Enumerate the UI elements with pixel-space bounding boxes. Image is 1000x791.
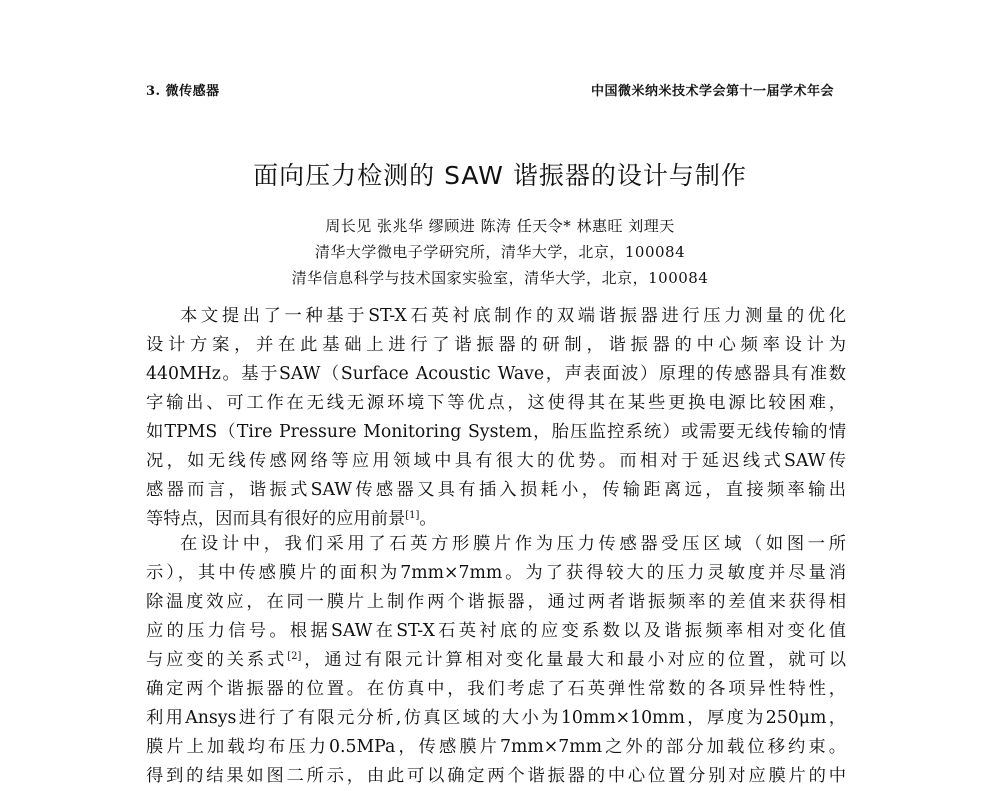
running-header-section: 3. 微传感器 [146, 84, 220, 99]
body-paragraph-2 [146, 530, 846, 791]
paragraph-text: 与应变的关系式 [146, 650, 288, 670]
paragraph-text: 。 [419, 509, 437, 529]
paragraph-line: 除温度效应，在同一膜片上制作两个谐振器，通过两者谐振频率的差值来获得相 [146, 592, 846, 612]
paper-title: 面向压力检测的 SAW 谐振器的设计与制作 [253, 161, 747, 190]
paragraph-line: 本文提出了一种基于ST-X石英衬底制作的双端谐振器进行压力测量的优化 [180, 306, 846, 326]
paragraph-line: 利用Ansys进行了有限元分析,仿真区域的大小为10mm×10mm，厚度为250μm， [146, 708, 846, 728]
citation-ref-2: [2] [287, 651, 302, 662]
paragraph-line: 在设计中，我们采用了石英方形膜片作为压力传感器受压区域（如图一所 [180, 534, 846, 554]
body-paragraph-1 [146, 302, 846, 534]
paragraph-line: 膜片上加载均布压力0.5MPa，传感膜片7mm×7mm之外的部分加载位移约束。 [146, 737, 846, 757]
paragraph-line: 设计方案，并在此基础上进行了谐振器的研制，谐振器的中心频率设计为 [146, 335, 846, 355]
affiliation-1: 清华大学微电子学研究所，清华大学，北京，100084 [314, 243, 686, 261]
paragraph-line: 示），其中传感膜片的面积为7mm×7mm。为了获得较大的压力灵敏度并尽量消 [146, 563, 846, 583]
paragraph-line [146, 646, 846, 675]
author-list: 周长见 张兆华 缪顾进 陈涛 任天令* 林惠旺 刘理天 [325, 217, 675, 235]
paragraph-text: 等特点，因而具有很好的应用前景 [146, 509, 406, 529]
paragraph-line: 如TPMS（Tire Pressure Monitoring System，胎压监控系统）或需要无线传输的情 [146, 422, 846, 442]
affiliation-2: 清华信息科学与技术国家实验室，清华大学，北京，100084 [291, 269, 709, 287]
paragraph-line: 440MHz。基于SAW（Surface Acoustic Wave，声表面波）原理的传感器具有准数 [146, 364, 846, 384]
paragraph-line: 况，如无线传感网络等应用领域中具有很大的优势。而相对于延迟线式SAW传 [146, 451, 846, 471]
paragraph-line: 得到的结果如图二所示，由此可以确定两个谐振器的中心位置分别对应膜片的中 [146, 766, 846, 786]
citation-ref-1: [1] [405, 510, 420, 521]
paragraph-line: 应的压力信号。根据SAW在ST-X石英衬底的应变系数以及谐振频率相对变化值 [146, 621, 846, 641]
paragraph-line: 确定两个谐振器的位置。在仿真中，我们考虑了石英弹性常数的各项异性特性， [146, 679, 846, 699]
running-header-conference: 中国微米纳米技术学会第十一届学术年会 [590, 84, 834, 99]
paragraph-line: 字输出、可工作在无线无源环境下等优点，这使得其在某些更换电源比较困难， [146, 393, 846, 413]
paragraph-text: ，通过有限元计算相对变化量最大和最小对应的位置，就可以 [301, 650, 846, 670]
paragraph-line: 感器而言，谐振式SAW传感器又具有插入损耗小，传输距离远，直接频率输出 [146, 480, 846, 500]
